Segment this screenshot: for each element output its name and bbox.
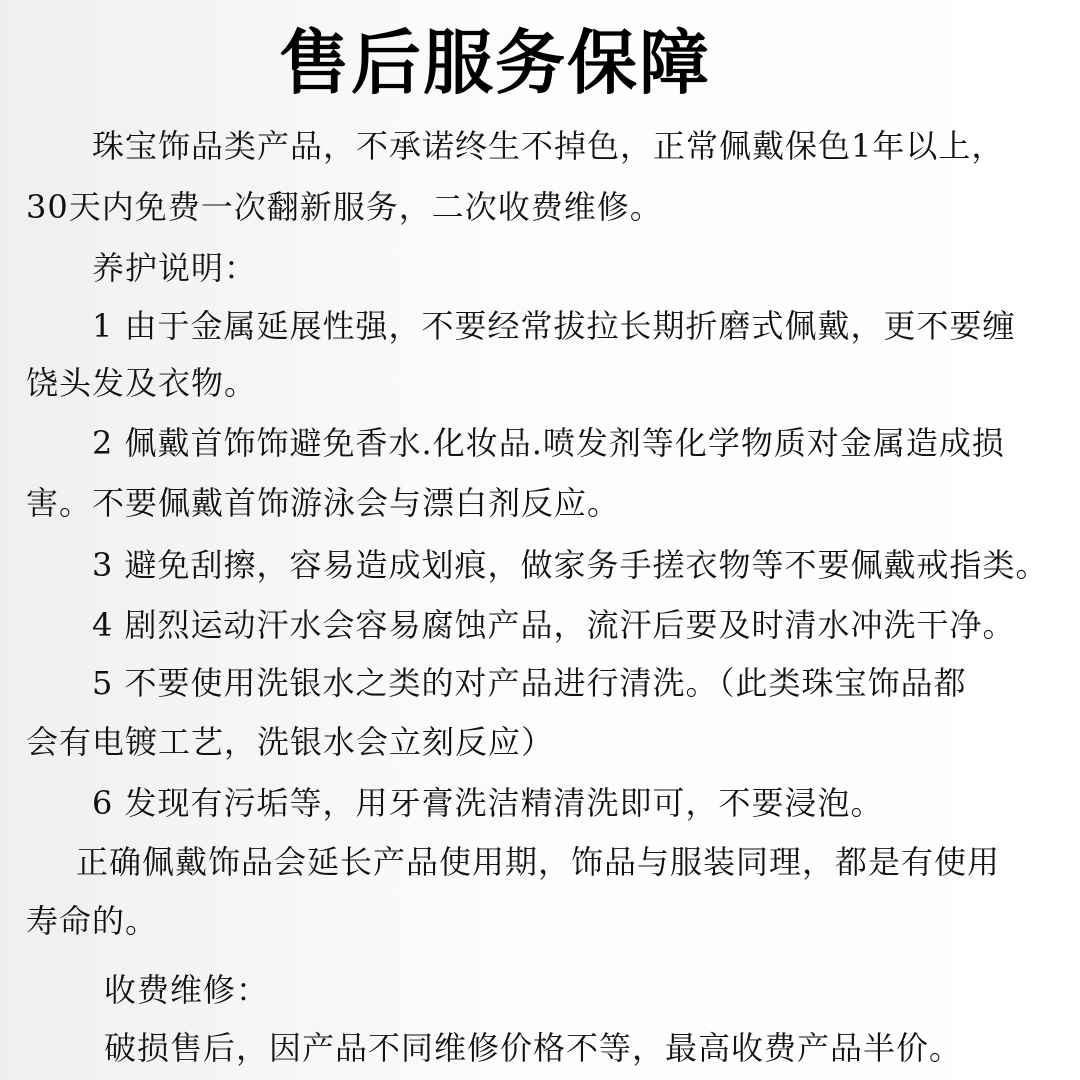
list-item-line: 6 发现有污垢等，用牙膏洗洁精清洗即可，不要浸泡。 [92, 784, 884, 822]
list-item-line: 饶头发及衣物。 [26, 364, 258, 402]
paragraph-line: 珠宝饰品类产品，不承诺终生不掉色，正常佩戴保色1年以上， [92, 127, 1005, 165]
paragraph-line: 30天内免费一次翻新服务，二次收费维修。 [26, 188, 663, 226]
page-title: 售后服务保障 [279, 22, 711, 104]
list-item-line: 会有电镀工艺，洗银水会立刻反应） [26, 723, 555, 761]
paragraph-line: 寿命的。 [26, 902, 159, 940]
paragraph-line: 破损售后，因产品不同维修价格不等，最高收费产品半价。 [104, 1029, 963, 1067]
list-item-line: 2 佩戴首饰饰避免香水.化妆品.喷发剂等化学物质对金属造成损 [92, 424, 1005, 462]
section-heading: 收费维修： [104, 971, 270, 1009]
list-item-line: 3 避免刮擦，容易造成划痕，做家务手搓衣物等不要佩戴戒指类。 [92, 546, 1049, 584]
list-item-line: 5 不要使用洗银水之类的对产品进行清洗。（此类珠宝饰品都 [92, 664, 967, 702]
paragraph-line: 正确佩戴饰品会延长产品使用期，饰品与服装同理，都是有使用 [76, 843, 1001, 881]
list-item-line: 1 由于金属延展性强，不要经常拔拉长期折磨式佩戴，更不要缠 [92, 307, 1016, 345]
section-heading: 养护说明： [92, 249, 258, 287]
list-item-line: 4 剧烈运动汗水会容易腐蚀产品，流汗后要及时清水冲洗干净。 [92, 606, 1016, 644]
list-item-line: 害。不要佩戴首饰游泳会与漂白剂反应。 [26, 484, 621, 522]
